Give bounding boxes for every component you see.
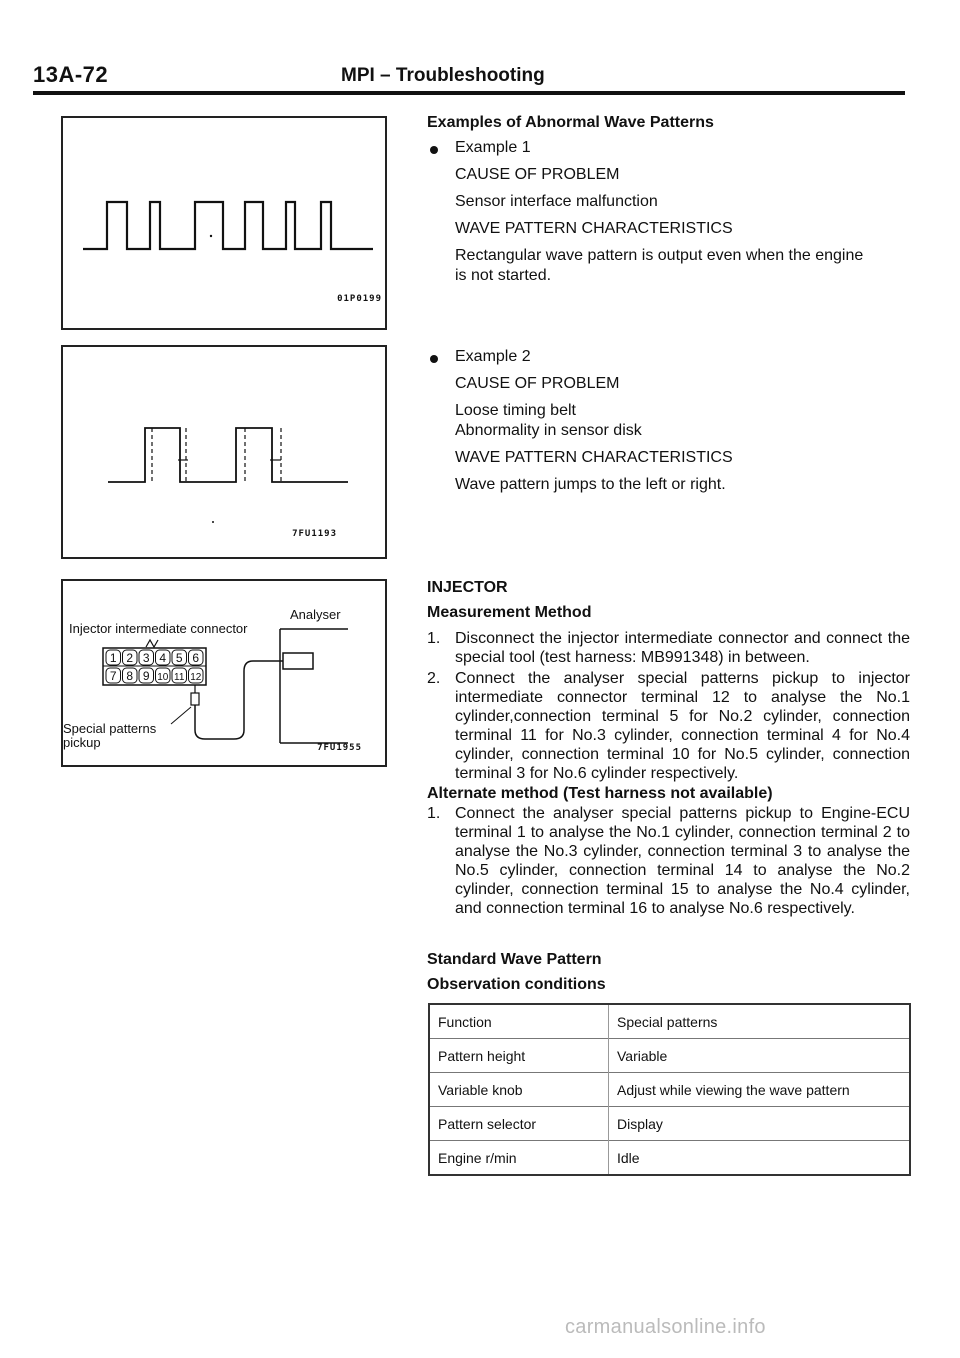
observation-conditions-table	[428, 1003, 911, 1176]
table-row	[429, 1039, 910, 1073]
standard-wave-heading: Standard Wave Pattern	[427, 951, 602, 968]
method-step-2	[427, 669, 912, 785]
figure-abnormal-wave-2	[61, 345, 387, 559]
example-1-char-line1: Rectangular wave pattern is output even when the engine	[455, 247, 864, 264]
example-2-cause-line1: Loose timing belt	[455, 402, 576, 419]
table-cell-value: Special patterns	[617, 1013, 718, 1030]
connector-pin-number: 4	[159, 651, 167, 665]
connector-pin-number: 12	[190, 672, 202, 683]
figure-abnormal-wave-1	[61, 116, 387, 330]
figure-code: 7FU1955	[317, 743, 362, 753]
connector-pin-number: 1	[109, 651, 117, 665]
connector-pin-number: 2	[126, 651, 134, 665]
figure-code: 7FU1193	[292, 529, 337, 539]
table-cell-value: Idle	[609, 1141, 911, 1176]
measurement-method-heading: Measurement Method	[427, 604, 592, 621]
connector-pin-number: 5	[175, 651, 183, 665]
header-rule	[33, 91, 905, 95]
connector-pin-number: 3	[142, 651, 150, 665]
table-row	[429, 1141, 910, 1176]
bullet-example-1	[430, 146, 438, 154]
step-text: Connect the analyser special patterns pickup to Engine-ECU terminal 1 to analyse the No.1 cylinder, connection terminal 2 to analyse the No.3 cylinder, connection terminal 3 to analyse the No.5 cylinder, connection terminal 14 to analyse the No.2 cylinder, connection terminal 15 to analyse the No.4 cylinder, and connection terminal 16 to analyse No.6 respectively.	[455, 805, 910, 917]
table-cell-value: Variable	[609, 1039, 911, 1073]
pickup-label-line1: Special patterns	[63, 721, 157, 736]
example-1-char-heading: WAVE PATTERN CHARACTERISTICS	[455, 220, 733, 237]
connector-pin-number: 10	[157, 672, 169, 683]
table-cell-value: Adjust while viewing the wave pattern	[609, 1073, 911, 1107]
wave-pattern-2-diagram	[63, 347, 385, 557]
observation-heading: Observation conditions	[427, 976, 606, 993]
table-cell-value: Display	[609, 1107, 911, 1141]
section-heading-abnormal: Examples of Abnormal Wave Patterns	[427, 114, 714, 131]
step-number: 2.	[427, 670, 441, 687]
pickup-label-line2: pickup	[63, 735, 101, 750]
connector-pin-number: 9	[142, 669, 150, 683]
example-1-label: Example 1	[455, 139, 531, 156]
example-2-char: Wave pattern jumps to the left or right.	[455, 476, 726, 493]
figure-injector-connection	[61, 579, 387, 767]
example-1-cause-heading: CAUSE OF PROBLEM	[455, 166, 620, 183]
example-1-cause: Sensor interface malfunction	[455, 193, 658, 210]
figure-code: 01P0199	[337, 294, 382, 304]
example-2-cause-heading: CAUSE OF PROBLEM	[455, 375, 620, 392]
step-text: Disconnect the injector intermediate connector and connect the special tool (test harness: MB991348) in between.	[455, 630, 910, 666]
page-title: MPI – Troubleshooting	[341, 65, 545, 86]
connector-label: Injector intermediate connector	[69, 621, 248, 636]
connector-pin-number: 6	[192, 651, 200, 665]
bullet-example-2	[430, 355, 438, 363]
table-row	[429, 1107, 910, 1141]
table-cell-key: Function	[429, 1004, 609, 1039]
table-row	[429, 1004, 910, 1039]
connector-pin-number: 7	[109, 669, 117, 683]
example-2-char-heading: WAVE PATTERN CHARACTERISTICS	[455, 449, 733, 466]
step-number: 1.	[427, 630, 441, 647]
connector-pin-number: 11	[174, 672, 185, 683]
example-1-char-line2: is not started.	[455, 267, 552, 284]
alternate-method-heading: Alternate method (Test harness not available)	[427, 785, 773, 802]
alternate-step-1	[427, 804, 912, 940]
table-row	[429, 1073, 910, 1107]
table-cell-key: Pattern selector	[429, 1107, 609, 1141]
injector-heading: INJECTOR	[427, 579, 508, 596]
table-cell-key: Engine r/min	[429, 1141, 609, 1176]
page-number: 13A-72	[33, 62, 109, 87]
step-number: 1.	[427, 805, 441, 822]
analyser-label: Analyser	[290, 607, 341, 622]
watermark: carmanualsonline.info	[565, 1316, 766, 1338]
page-header	[33, 58, 905, 94]
table-cell-key: Pattern height	[429, 1039, 609, 1073]
connector-pin-number: 8	[126, 669, 134, 683]
example-2-label: Example 2	[455, 348, 531, 365]
table-cell-key: Variable knob	[429, 1073, 609, 1107]
example-2-cause-line2: Abnormality in sensor disk	[455, 422, 642, 439]
method-step-1	[427, 629, 912, 669]
step-text: Connect the analyser special patterns pickup to injector intermediate connector terminal 12 to analyse the No.1 cylinder,connection terminal 5 for No.2 cylinder, connection terminal 11 for No.3 cylinder, connection terminal 4 for No.4 cylinder, connection terminal 10 for No.5 cylinder, connection terminal 3 for No.6 cylinder respectively.	[455, 670, 910, 782]
